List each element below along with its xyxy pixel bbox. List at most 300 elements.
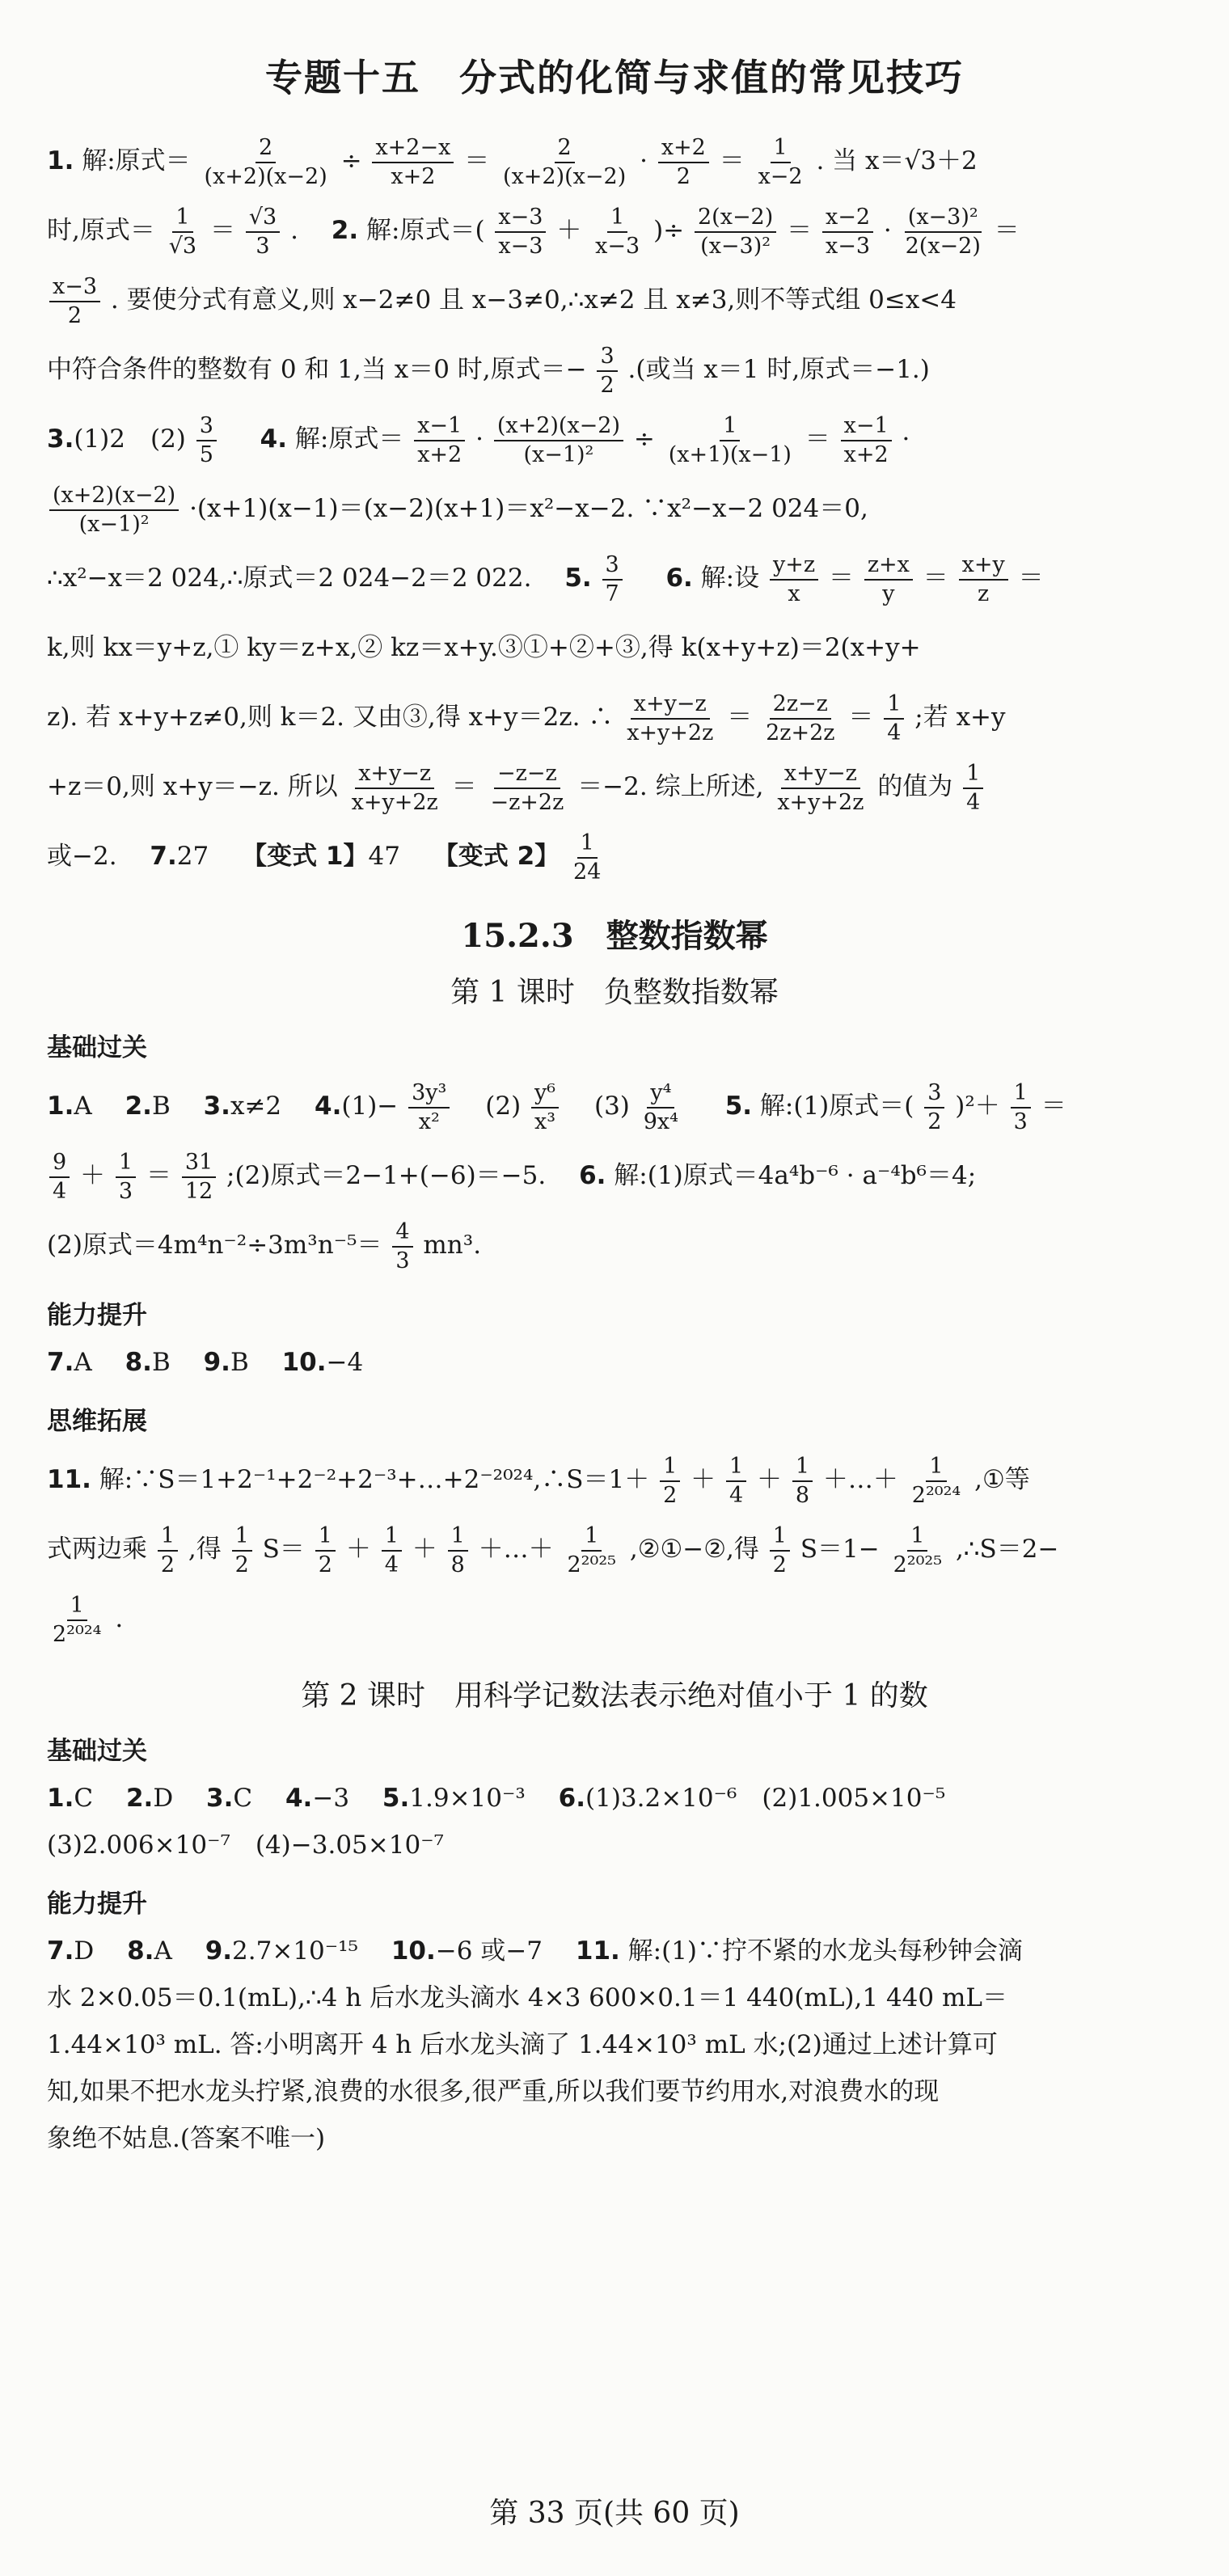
denominator: (x+1)(x−1)	[668, 441, 792, 467]
fraction	[909, 1453, 964, 1510]
topic-title: 专题十五 分式的化简与求值的常见技巧	[265, 56, 964, 99]
text: ＝	[146, 1161, 171, 1190]
question-number: 4.	[315, 1092, 342, 1121]
numerator: (x+2)(x−2)	[49, 482, 179, 511]
text: −6 或−7	[435, 1936, 568, 1966]
subsection-thinking: 思维拓展	[47, 1407, 147, 1436]
denominator: −z+2z	[490, 789, 564, 815]
numerator: 1	[926, 1453, 946, 1482]
text: ·(x+1)(x−1)＝(x−2)(x+1)＝x²−x−2. ∵x²−x−2 024＝0,	[189, 494, 868, 523]
numerator: (x−3)²	[905, 204, 982, 233]
text-line	[47, 196, 1182, 265]
question-number: 3.	[206, 1784, 234, 1813]
question-number: 5.	[382, 1784, 410, 1813]
question-number: 3.	[47, 424, 74, 454]
fraction	[166, 204, 200, 260]
numerator: 1	[448, 1522, 468, 1552]
text: D	[153, 1784, 199, 1813]
text: A	[154, 1936, 197, 1966]
text: ＝	[923, 564, 948, 593]
text: (3)	[568, 1092, 630, 1121]
fraction	[592, 204, 643, 260]
text: 解:设	[692, 564, 760, 593]
denominator: x+2	[843, 441, 889, 467]
denominator: 2	[772, 1552, 787, 1577]
fraction	[770, 551, 818, 608]
text: 解:原式＝(	[358, 216, 485, 245]
text: 知,如果不把水龙头拧紧,浪费的水很多,很严重,所以我们要节约用水,对浪费水的现	[47, 2077, 940, 2106]
text: 解:(1)原式＝4a⁴b⁻⁶ · a⁻⁴b⁶＝4;	[606, 1161, 977, 1190]
numerator: y+z	[770, 551, 818, 581]
denominator: y	[882, 581, 895, 606]
text: .	[290, 216, 323, 245]
numerator: 1	[67, 1592, 87, 1621]
fraction	[531, 1079, 559, 1136]
fraction	[884, 690, 904, 747]
text: )²＋	[955, 1092, 1000, 1121]
text-line	[47, 2021, 1182, 2068]
denominator: 3	[395, 1248, 410, 1273]
text-line	[47, 543, 1182, 613]
text: . 要使分式有意义,则 x−2≠0 且 x−3≠0,∴x≠2 且 x≠3,则不等式组 0≤x<4	[110, 285, 957, 315]
text: B	[151, 1348, 196, 1377]
text: (1)2 (2)	[74, 424, 186, 454]
text: ÷	[340, 146, 362, 175]
numerator: 1	[726, 1453, 746, 1482]
denominator: x²	[418, 1109, 440, 1134]
text-line	[47, 613, 1182, 682]
fraction	[726, 1453, 746, 1510]
fraction	[755, 134, 806, 191]
fraction	[864, 551, 913, 608]
text-line	[47, 126, 1182, 196]
denominator: x³	[534, 1109, 556, 1134]
denominator: 2z+2z	[766, 720, 835, 745]
text: 中符合条件的整数有 0 和 1,当 x＝0 时,原式＝−	[47, 355, 587, 384]
lesson-title: 第 1 课时 负整数指数幂	[450, 976, 779, 1009]
text: 的值为	[877, 772, 953, 801]
text-line	[47, 335, 1182, 404]
fraction	[959, 551, 1008, 608]
numerator: 3	[924, 1079, 944, 1109]
text: (1)−	[341, 1092, 399, 1121]
text: ＋…＋	[822, 1465, 898, 1494]
question-number: 11.	[47, 1465, 91, 1494]
numerator: 1	[770, 1522, 790, 1552]
text: C	[74, 1784, 119, 1813]
question-number: 7.	[150, 842, 177, 871]
text: +z＝0,则 x+y＝−z. 所以	[47, 772, 338, 801]
denominator: x−3	[595, 233, 640, 259]
numerator: (x+2)(x−2)	[494, 412, 623, 441]
numerator: 1	[792, 1453, 813, 1482]
numerator: 9	[49, 1149, 70, 1178]
text: ,②①−②,得	[629, 1535, 759, 1564]
denominator: 2	[160, 1552, 175, 1577]
numerator: x−2	[822, 204, 873, 233]
fraction	[382, 1522, 402, 1579]
fraction	[774, 760, 867, 817]
fraction	[372, 134, 454, 191]
numerator: 1	[315, 1522, 336, 1552]
fraction	[158, 1522, 178, 1579]
denominator: √3	[168, 233, 197, 259]
numerator: 1	[660, 1453, 680, 1482]
numerator: 2z−z	[770, 690, 831, 720]
numerator: 3	[602, 551, 623, 581]
denominator: (x+2)(x−2)	[503, 163, 627, 189]
text: 解:(1)∵拧不紧的水龙头每秒钟会滴	[619, 1936, 1024, 1966]
fraction	[924, 1079, 944, 1136]
text: ∴x²−x＝2 024,∴原式＝2 024−2＝2 022.	[47, 564, 557, 593]
text	[633, 564, 658, 593]
fraction	[658, 134, 709, 191]
subsection-ability: 能力提升	[47, 1890, 147, 1919]
denominator: 24	[573, 859, 602, 885]
denominator: 4	[384, 1552, 399, 1577]
numerator: 1	[607, 204, 627, 233]
numerator: 1	[577, 830, 598, 859]
question-number: 4.	[285, 1784, 313, 1813]
question-number: 7.	[47, 1348, 74, 1377]
numerator: x−1	[841, 412, 892, 441]
numerator: 1	[581, 1522, 602, 1552]
fraction	[182, 1149, 216, 1206]
denominator: x−3	[498, 233, 543, 259]
fraction	[448, 1522, 468, 1579]
numerator: 1	[158, 1522, 178, 1552]
text: ;(2)原式＝2−1+(−6)＝−5.	[226, 1161, 572, 1190]
denominator: 2(x−2)	[905, 233, 981, 259]
text: 27	[176, 842, 234, 871]
numerator: 3y³	[408, 1079, 450, 1109]
text: ,得	[188, 1535, 222, 1564]
text: ＝	[719, 146, 745, 175]
text-line	[47, 1928, 1182, 1974]
numerator: 1	[963, 760, 983, 789]
text: .(或当 x＝1 时,原式＝−1.)	[627, 355, 930, 384]
text: ,①等	[974, 1465, 1030, 1494]
numerator: 2(x−2)	[695, 204, 776, 233]
text: D	[74, 1936, 120, 1966]
text: ÷	[633, 424, 655, 454]
question-number: 1.	[47, 1092, 74, 1121]
numerator: x−1	[414, 412, 465, 441]
question-number: 5.	[724, 1092, 753, 1121]
fraction	[392, 1218, 412, 1275]
denominator: 2²⁰²⁴	[53, 1621, 102, 1647]
text: 象绝不姑息.(答案不唯一)	[47, 2124, 326, 2153]
fraction	[602, 551, 623, 608]
fraction	[902, 204, 984, 260]
text: −3	[312, 1784, 375, 1813]
fraction	[597, 343, 617, 399]
text: ＝	[805, 424, 830, 454]
fraction	[487, 760, 567, 817]
text: 或−2.	[47, 842, 142, 871]
question-number: 5.	[564, 564, 592, 593]
numerator: y⁶	[531, 1079, 559, 1109]
denominator: x+y+2z	[351, 789, 438, 815]
fraction	[246, 204, 280, 260]
text: 1.44×10³ mL. 答:小明离开 4 h 后水龙头滴了 1.44×10³ mL 水;(2)通过上述计算可	[47, 2030, 998, 2059]
denominator: 3	[256, 233, 270, 259]
text: 47	[368, 842, 425, 871]
text: B	[230, 1348, 274, 1377]
numerator: 2	[555, 134, 575, 163]
text: ＝	[787, 216, 813, 245]
denominator: 5	[199, 441, 213, 467]
question-number: 8.	[127, 1936, 154, 1966]
text: ·	[475, 424, 484, 454]
text-line	[47, 821, 1182, 891]
question-number: 4.	[260, 424, 288, 454]
question-number: 9.	[205, 1936, 233, 1966]
question-number: 10.	[281, 1348, 327, 1377]
text: ＋	[412, 1535, 437, 1564]
numerator: 1	[382, 1522, 402, 1552]
text: z). 若 x+y+z≠0,则 k＝2. 又由③,得 x+y＝2z. ∴	[47, 703, 614, 732]
text-line	[47, 752, 1182, 821]
text-line	[47, 1141, 1182, 1210]
text: A	[74, 1348, 117, 1377]
question-number: 6.	[558, 1784, 585, 1813]
text: ·	[640, 146, 648, 175]
fraction	[890, 1522, 945, 1579]
numerator: −z−z	[494, 760, 560, 789]
text: x≠2	[230, 1092, 307, 1121]
numerator: 2	[256, 134, 276, 163]
denominator: 2²⁰²⁵	[893, 1552, 943, 1577]
question-number: 7.	[47, 1936, 74, 1966]
text: S＝1−	[800, 1535, 880, 1564]
text-line	[47, 1210, 1182, 1280]
text-line	[47, 1339, 1182, 1386]
fraction	[695, 204, 776, 260]
text-line	[47, 1514, 1182, 1584]
text: mn³.	[423, 1231, 482, 1260]
fraction	[660, 1453, 680, 1510]
text-line	[47, 1822, 1182, 1869]
denominator: 2	[663, 1482, 678, 1508]
text: ＋	[691, 1465, 716, 1494]
numerator: x+y−z	[631, 690, 710, 720]
denominator: x	[788, 581, 800, 606]
text: ＋	[556, 216, 582, 245]
text	[227, 424, 252, 454]
text: ＝	[1018, 564, 1044, 593]
fraction	[201, 134, 331, 191]
denominator: x−3	[826, 233, 871, 259]
text: ＝	[828, 564, 854, 593]
question-number: 1.	[47, 146, 74, 175]
fraction	[49, 482, 179, 538]
numerator: 31	[182, 1149, 216, 1178]
text: ＋…＋	[478, 1535, 554, 1564]
text: ·	[902, 424, 910, 454]
text-line	[47, 1974, 1182, 2021]
question-number: 6.	[579, 1161, 606, 1190]
fraction	[640, 1079, 682, 1136]
fraction	[1011, 1079, 1031, 1136]
fraction	[414, 412, 465, 469]
denominator: (x−1)²	[78, 511, 150, 537]
question-number: 1.	[47, 1784, 74, 1813]
text-line	[47, 1584, 1182, 1653]
denominator: 4	[966, 789, 981, 815]
text-line	[47, 1445, 1182, 1514]
numerator: x+y	[959, 551, 1008, 581]
fraction	[196, 412, 217, 469]
text: S＝	[262, 1535, 305, 1564]
fraction	[564, 1522, 619, 1579]
text: ＋	[757, 1465, 783, 1494]
numerator: x+2−x	[372, 134, 454, 163]
text: 解:原式＝	[287, 424, 404, 454]
text: B	[151, 1092, 196, 1121]
denominator: x+2	[417, 441, 462, 467]
fraction	[408, 1079, 450, 1136]
denominator: 2	[234, 1552, 249, 1577]
numerator: 1	[1011, 1079, 1031, 1109]
denominator: 3	[118, 1178, 133, 1204]
question-number: 11.	[575, 1936, 620, 1966]
denominator: 2	[927, 1109, 942, 1134]
fraction	[494, 412, 623, 469]
text-line	[47, 2068, 1182, 2115]
subsection-basic: 基础过关	[47, 1033, 147, 1062]
text: k,则 kx＝y+z,① ky＝z+x,② kz＝x+y.③①+②+③,得 k(x+y+z)＝2(x+y+	[47, 633, 921, 662]
text-line	[47, 265, 1182, 335]
text: ＝	[451, 772, 477, 801]
text: 1.9×10⁻³	[409, 1784, 551, 1813]
denominator: x+y+2z	[627, 720, 714, 745]
denominator: 2	[600, 372, 614, 398]
question-number: 3.	[203, 1092, 230, 1121]
text: ＝	[727, 703, 753, 732]
fraction	[500, 134, 629, 191]
fraction	[963, 760, 983, 817]
numerator: x+2	[658, 134, 709, 163]
fraction	[623, 690, 716, 747]
text-line	[47, 1071, 1182, 1141]
text: ,∴S＝2−	[955, 1535, 1059, 1564]
question-number: 8.	[125, 1348, 152, 1377]
denominator: 8	[450, 1552, 465, 1577]
numerator: 3	[597, 343, 617, 372]
text	[692, 1092, 717, 1121]
variant-label: 【变式 2】	[433, 842, 560, 871]
numerator: x+y−z	[355, 760, 434, 789]
fraction	[116, 1149, 136, 1206]
numerator: 1	[172, 204, 192, 233]
denominator: (x−3)²	[700, 233, 771, 259]
fraction	[495, 204, 546, 260]
variant-label: 【变式 1】	[242, 842, 369, 871]
text-line	[47, 404, 1182, 474]
fraction	[841, 412, 892, 469]
numerator: z+x	[864, 551, 913, 581]
fraction	[570, 830, 604, 886]
fraction	[49, 1592, 104, 1649]
denominator: 4	[53, 1178, 67, 1204]
text: ＝	[464, 146, 490, 175]
section-heading: 15.2.3 整数指数幂	[461, 917, 768, 955]
denominator: 12	[184, 1178, 213, 1204]
text-line	[47, 474, 1182, 543]
text-line	[47, 1775, 1182, 1822]
question-number: 2.	[125, 1784, 154, 1813]
fraction	[770, 1522, 790, 1579]
numerator: 1	[720, 412, 740, 441]
text: .	[115, 1604, 124, 1633]
text: 2.7×10⁻¹⁵	[232, 1936, 383, 1966]
question-number: 2.	[125, 1092, 152, 1121]
denominator: 4	[887, 720, 902, 745]
text: 时,原式＝	[47, 216, 155, 245]
fraction	[49, 1149, 70, 1206]
fraction	[792, 1453, 813, 1510]
fraction	[232, 1522, 252, 1579]
denominator: 2²⁰²⁴	[911, 1482, 961, 1508]
numerator: 1	[232, 1522, 252, 1552]
fraction	[348, 760, 441, 817]
text: ＋	[345, 1535, 371, 1564]
numerator: 1	[884, 690, 904, 720]
text: ＝	[848, 703, 874, 732]
denominator: z	[978, 581, 990, 606]
text: C	[233, 1784, 278, 1813]
denominator: 2²⁰²⁵	[567, 1552, 616, 1577]
numerator: √3	[246, 204, 280, 233]
denominator: (x+2)(x−2)	[204, 163, 327, 189]
text: −4	[326, 1348, 364, 1377]
fraction	[665, 412, 795, 469]
denominator: x+y+2z	[777, 789, 864, 815]
text: ＝	[209, 216, 235, 245]
text: 解:∵S＝1+2⁻¹+2⁻²+2⁻³+…+2⁻²⁰²⁴,∴S＝1＋	[91, 1465, 650, 1494]
numerator: 4	[392, 1218, 412, 1248]
text-line	[47, 682, 1182, 752]
text: A	[74, 1092, 117, 1121]
text-line	[47, 2115, 1182, 2162]
numerator: 1	[907, 1522, 927, 1552]
text: ＝	[994, 216, 1020, 245]
numerator: 1	[771, 134, 791, 163]
text: ·	[883, 216, 892, 245]
denominator: (x−1)²	[523, 441, 594, 467]
text: (2)	[460, 1092, 522, 1121]
lesson-title: 第 2 课时 用科学记数法表示绝对值小于 1 的数	[301, 1679, 928, 1712]
text: . 当 x＝√3＋2	[816, 146, 978, 175]
denominator: 4	[729, 1482, 744, 1508]
denominator: 2	[318, 1552, 332, 1577]
text: 水 2×0.05＝0.1(mL),∴4 h 后水龙头滴水 4×3 600×0.1＝1 440(mL),1 440 mL＝	[47, 1983, 1007, 2012]
denominator: 2	[676, 163, 691, 189]
numerator: x−3	[49, 273, 100, 302]
numerator: 1	[116, 1149, 136, 1178]
subsection-basic: 基础过关	[47, 1737, 147, 1766]
fraction	[49, 273, 100, 330]
subsection-ability: 能力提升	[47, 1301, 147, 1330]
text: )÷	[653, 216, 685, 245]
numerator: x−3	[495, 204, 546, 233]
numerator: x+y−z	[781, 760, 860, 789]
denominator: 8	[795, 1482, 810, 1508]
fraction	[762, 690, 838, 747]
page-footer: 第 33 页(共 60 页)	[489, 2497, 740, 2530]
question-number: 9.	[203, 1348, 230, 1377]
